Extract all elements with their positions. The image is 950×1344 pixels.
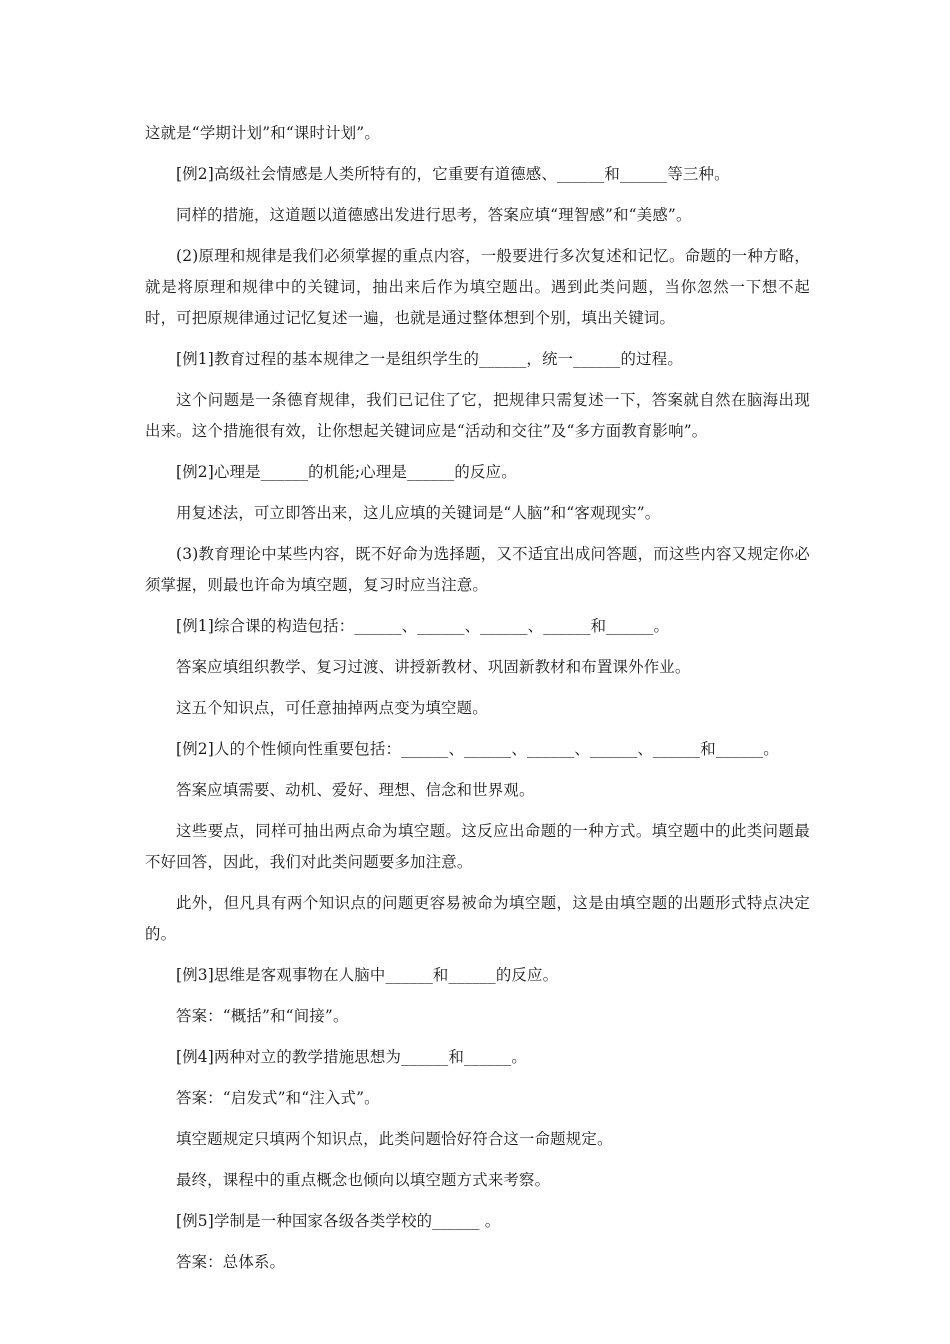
paragraph: 这五个知识点，可任意抽掉两点变为填空题。 [176, 699, 488, 717]
paragraph: [例2]高级社会情感是人类所特有的，它重要有道德感、______和______等三种。 [176, 165, 730, 183]
paragraph: [例3]思维是客观事物在人脑中______和______的反应。 [176, 966, 559, 984]
paragraph: [例2]人的个性倾向性重要包括：______、______、______、______、______和______。 [176, 740, 779, 758]
paragraph: 这些要点，同样可抽出两点命为填空题。这反应出命题的一种方式。填空题中的此类问题最不好回答，因此，我们对此类问题要多加注意。 [145, 822, 810, 871]
paragraph: 答案：“概括”和“间接”。 [176, 1007, 349, 1025]
paragraph: 答案：“启发式”和“注入式”。 [176, 1089, 380, 1107]
paragraph: (2)原理和规律是我们必须掌握的重点内容，一般要进行多次复述和记忆。命题的一种方略，就是将原理和规律中的关键词，抽出来后作为填空题出。遇到此类问题，当你忽然一下想不起时，可把原规律通过记忆复述一遍，也就是通过整体想到个别，填出关键词。 [145, 247, 810, 327]
paragraph: [例5]学制是一种国家各级各类学校的______ 。 [176, 1212, 501, 1230]
paragraph: 答案应填组织教学、复习过渡、讲授新教材、巩固新教材和布置课外作业。 [176, 658, 691, 676]
paragraph: (3)教育理论中某些内容，既不好命为选择题，又不适宜出成问答题，而这些内容又规定你必须掌握，则最也许命为填空题，复习时应当注意。 [145, 545, 810, 594]
paragraph: 答案：总体系。 [176, 1253, 286, 1271]
paragraph: 用复述法，可立即答出来，这儿应填的关键词是“人脑”和“客观现实”。 [176, 504, 661, 522]
paragraph: 答案应填需要、动机、爱好、理想、信念和世界观。 [176, 781, 535, 799]
paragraph: [例2]心理是______的机能;心理是______的反应。 [176, 463, 517, 481]
paragraph: 此外，但凡具有两个知识点的问题更容易被命为填空题，这是由填空题的出题形式特点决定的。 [145, 894, 810, 943]
paragraph: [例1]综合课的构造包括：______、______、______、______和______。 [176, 617, 670, 635]
paragraph: [例1]教育过程的基本规律之一是组织学生的______，统一______的过程。 [176, 350, 683, 368]
document-page [145, 118, 810, 1288]
paragraph: 填空题规定只填两个知识点，此类问题恰好符合这一命题规定。 [176, 1130, 613, 1148]
paragraph: [例4]两种对立的教学措施思想为______和______。 [176, 1048, 528, 1066]
paragraph: 最终，课程中的重点概念也倾向以填空题方式来考察。 [176, 1171, 551, 1189]
paragraph: 同样的措施，这道题以道德感出发进行思考，答案应填“理智感”和“美感”。 [176, 206, 692, 224]
paragraph: 这个问题是一条德育规律，我们已记住了它，把规律只需复述一下，答案就自然在脑海出现出来。这个措施很有效，让你想起关键词应是“活动和交往”及“多方面教育影响”。 [145, 391, 810, 440]
paragraph: 这就是“学期计划”和“课时计划”。 [145, 124, 380, 142]
